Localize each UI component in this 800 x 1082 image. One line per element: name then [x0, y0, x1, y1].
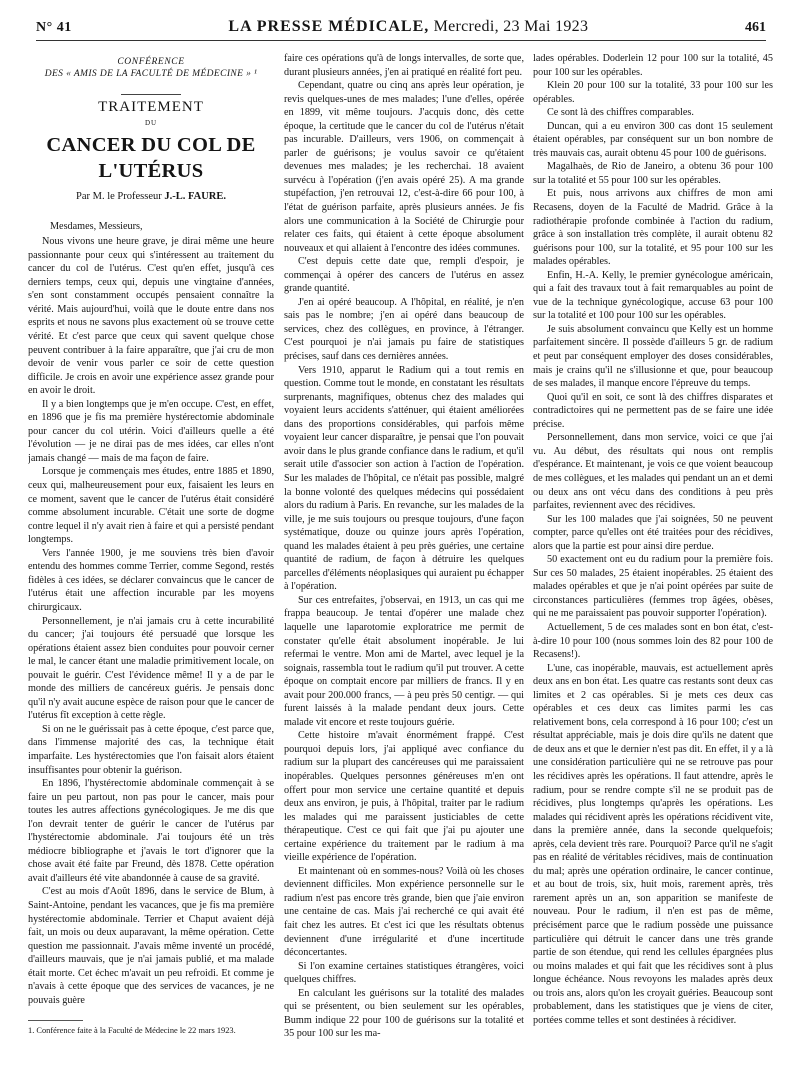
paragraph: Quoi qu'il en soit, ce sont là des chiffres disparates et contradictoires qui ne permettent pas de se faire une idée précise. — [533, 391, 773, 430]
column-3 — [533, 52, 773, 1060]
article-title-du: DU — [144, 118, 158, 127]
paragraph: faire ces opérations qu'à de longs intervalles, de sorte que, durant plusieurs années, j'en ai pratiqué en réalité fort peu. — [284, 53, 524, 78]
page-number: 461 — [744, 20, 766, 35]
paragraph: Vers l'année 1900, je me souviens très bien d'avoir entendu des hommes comme Terrier, comme Segond, restés fidèles à ces idées, se déclarer convaincus que le cancer de l'utérus était une affection incurable par les moyens chirurgicaux. — [28, 547, 274, 613]
paragraph: Ce sont là des chiffres comparables. — [547, 107, 694, 119]
byline — [28, 190, 274, 204]
column-2 — [284, 52, 524, 1060]
column-1 — [28, 52, 274, 1060]
paragraph: Magalhaès, de Rio de Janeiro, a obtenu 36 pour 100 sur la totalité et 55 pour 100 sur les opérables. — [533, 161, 773, 186]
paragraph: Si on ne le guérissait pas à cette époque, c'est parce que, dans l'immense majorité des cas, la technique était imparfaite. Les hystérectomies que l'on faisait alors étaient insuffisantes pour obtenir la guérison. — [28, 723, 274, 776]
paragraph: Personnellement, dans mon service, voici ce que j'ai vu. Au début, des résultats qui nous ont remplis d'espérance. Et maintenant, je vois ce que voient beaucoup de mes collègues, et les malades qui pendant un an et demi ou deux ans ont vécu dans des conditions à peu près parfaites, reviennent avec des récidives. — [533, 432, 773, 512]
conference-label: CONFÉRENCE — [117, 57, 185, 67]
paragraph: Cette histoire m'avait énormément frappé. C'est pourquoi depuis lors, j'ai appliqué avec confiance du radium sur la plupart des cancéreuses qui me paraissaient inopérables. Quelques personnes généreuses m'en ont offert pour mon service une certaine quantité et depuis deux ans environ, je puis, à l'hôpital, traiter par le radium les malades qui me paraissent justiciables de cette thérapeutique. C'est ce qui fait que j'ai pu ajouter une certaine expérience du traitement par le radium à ma vieille expérience de l'opération. — [284, 730, 524, 864]
author-name: J.-L. FAURE. — [164, 191, 226, 203]
paragraph: J'en ai opéré beaucoup. A l'hôpital, en réalité, je n'en sais pas le nombre; j'en ai opéré dans beaucoup de services, chez des collègues, en province, à l'étranger. C'est pourquoi je n'ai jamais pu faire de statistiques précises, sauf dans ces dernières années. — [284, 296, 524, 363]
paragraph: lades opérables. Doderlein 12 pour 100 sur la totalité, 45 pour 100 sur les opérables. — [533, 53, 773, 78]
paragraph: Si l'on examine certaines statistiques étrangères, voici quelques chiffres. — [284, 960, 524, 986]
title-divider — [121, 94, 181, 95]
paragraph: Il y a bien longtemps que je m'en occupe. C'est, en effet, en 1896 que je fis ma première hystérectomie abdominale pour cancer du col utérin. Voici d'ailleurs quelle a été l'évolution — je ne dirai pas de mes idées, car elles n'ont jamais changé — mais de ma façon de faire. — [28, 398, 274, 464]
paragraph: Nous vivons une heure grave, je dirai même une heure passionnante pour ceux qui s'intéressent au traitement du cancer du col de l'utérus. C'est qu'en effet, jusqu'à ces derniers temps, ceux qui, depuis une vingtaine d'années, s'en sont constamment occupés pensaient connaître la vérité. Mais aujourd'hui, voilà que le doute entre dans nos esprits et nous ne savons plus exactement où se trouve cette vérité. Et c'est parce que ceux qui savent quelque chose peuvent contribuer à la faire apparaître, que j'ai cru de mon devoir de venir vous parler ce soir de cette question difficile. Je crois en avoir une expérience assez grande pour en avoir le droit. — [28, 236, 274, 397]
paragraph: Klein 20 pour 100 sur la totalité, 33 pour 100 sur les opérables. — [533, 80, 773, 105]
paragraph: Cependant, quatre ou cinq ans après leur opération, je revis quelques-unes de mes malades; l'une d'elles, opérée en 1899, vit même toujours. J'acquis donc, dès cette époque, la certitude que le cancer du col de l'utérus n'était pas incurable. D'ailleurs, vers 1906, on commençait à parler de guérisons; je voulus savoir ce qu'étaient devenues mes malades; je les recherchai. 18 avaient survécu à l'opération (j'en avais opéré 25). A ma grande stupéfaction, j'en retrouvai 12, c'est-à-dire 66 pour 100, à l'état de guérison parfaite, après plusieurs années. Je fis alors une communication à la Société de Chirurgie pour relater ces faits, qui étaient à cette époque absolument nouveaux et qui allaient à l'encontre des idées communes. — [284, 80, 524, 254]
paragraph: Vers 1910, apparut le Radium qui a tout remis en question. Comme tout le monde, en constatant les résultats surprenants, magnifiques, obtenus chez des malades qui voyaient leurs accidents s'atténuer, qui étaient améliorées dans des proportions considérables, qui parfois même voyaient leur cancer disparaître, je pensai que l'on pouvait avoir dans le plus grande confiance dans le radium, et qu'il serait utile d'associer son action à l'action de l'opération. Sur les malades de l'hôpital, ce n'était pas possible, malgré la bonne volonté des quelques médecins qui possédaient alors du radium à Paris. En revanche, sur les malades de la ville, je me suis toujours ou presque toujours, d'une façon systématique, douze ou quinze jours après l'opération, quand les malades étaient à peu près guéries, une certaine quantité de radium, de façon à détruire les quelques parcelles d'éléments néoplasiques qui auraient pu échapper à l'opération. — [284, 364, 524, 593]
paragraph: Et puis, nous arrivons aux chiffres de mon ami Recasens, doyen de la Faculté de Madrid. Grâce à la radiothérapie profonde combinée à l'action du radium, grâce à son installation très complète, il aurait obtenu 82 guérisons pour 100, sur la totalité, et 95 pour 100 sur les malades opérables. — [533, 188, 773, 268]
journal-name: LA PRESSE MÉDICALE, — [228, 18, 430, 35]
paragraph: Sur ces entrefaites, j'observai, en 1913, un cas qui me frappa beaucoup. Je tentai d'opérer une malade chez laquelle une laparotomie exploratrice me permit de constater qu'elle était absolument inopérable. Je lui refermai le ventre. Mon ami de Martel, avec lequel je la soignais, rassembla tout le radium qu'il put trouver. A cette époque on comptait encore par milliers de francs. Il y en avait pour 200.000 francs, — à peu près 50 centigr. — qui furent laissés à la malade pendant deux jours. Cette malade vit encore et reste toujours guérie. — [284, 594, 524, 728]
conference-subtitle: DES « AMIS DE LA FACULTÉ DE MÉDECINE » ¹ — [44, 69, 258, 79]
article-title-main: CANCER DU COL DE L'UTÉRUS — [46, 134, 256, 183]
paragraph: En calculant les guérisons sur la totalité des malades qui se présentent, ou bien seulement sur les opérables, Bumm indique 22 pour 100 de guérisons sur la totalité et 35 pour 100 sur les ma- — [284, 987, 524, 1040]
paragraph: L'une, cas inopérable, mauvais, est actuellement après deux ans en bon état. Les quatre cas restants sont deux cas limites et 2 cas opérables. Si je mets ces deux cas opérables et ces deux cas limites parmi les cas relativement bons, cela correspond à 16 pour 100; c'est un résultat appréciable, mais je dois dire qu'ils ne datent que de deux ans et que le dernier n'est pas dit. En effet, il y a là une considération particulière qui ne se retrouve pas pour les récidives après les opérations. Il faut attendre, après le radium, pour se rendre compte s'il ne se produit pas de récidives, plus longtemps qu'après les opérations. Les malades qui récidivent après les opérations récidivent vite, dans la première année, dans la seconde quelquefois; après, cela devient très rare. Pourquoi? Parce qu'il ne s'agit pas en réalité de véritables récidives, mais de continuation du mal; après une opération ordinaire, le cancer continue, et au bout de trois, six, huit mois, rarement après, très rarement après un an, son apparition se manifeste de nouveau. Pour le radium, il n'en est pas de même, précisément parce que le radium possède une puissance particulière qui détruit le cancer dans une très grande partie de son étendue, qui rend les cellules épargnées plus ou moins malades et qui fait que les récidives sont à plus longue échéance. Nous revoyons les malades après deux ou trois ans, alors qu'on les croyait guéries. Beaucoup sont probablement, dans les statistiques que je viens de citer, portées comme telles et sont destinées à récidiver. — [533, 662, 773, 1026]
paragraph: Lorsque je commençais mes études, entre 1885 et 1890, ceux qui, malheureusement pour eux, faisaient les leurs en ce moment, savent que le cancer de l'utérus était considéré comme absolument incurable. C'était une sorte de dogme contre lequel il n'y avait rien à faire et qui a persisté pendant longtemps. — [28, 466, 274, 546]
byline-prefix: Par M. le Professeur — [76, 191, 162, 203]
paragraph: Enfin, H.-A. Kelly, le premier gynécologue américain, qui a fait des travaux tout à fait remarquables au point de vue de la technique gynécologique, accuse 63 pour 100 sur la totalité et 100 pour 100 sur les opérables. — [533, 269, 773, 322]
paragraph: Actuellement, 5 de ces malades sont en bon état, c'est-à-dire 10 pour 100 (nous sommes loin des 82 pour 100 de Recasens!). — [533, 621, 773, 661]
article-title-line1: TRAITEMENT — [98, 99, 204, 115]
footnote: 1. Conférence faite à la Faculté de Médecine le 22 mars 1923. — [28, 1026, 236, 1035]
paragraph: 50 exactement ont eu du radium pour la première fois. Sur ces 50 malades, 25 étaient inopérables. 25 étaient des malades opérables et que je n'ai point opérées par suite de circonstances particulières (femmes trop âgées, obèses, qui ne me paraissaient pas pouvoir supporter l'opération). — [533, 554, 773, 620]
issue-number: N° 41 — [36, 20, 72, 35]
footnote-rule — [28, 1020, 83, 1021]
paragraph: Duncan, qui a eu environ 300 cas dont 15 seulement étaient opérables, par conséquent sur un bon nombre de très mauvais cas, aurait obtenu 45 pour 100 de guérisons. — [533, 120, 773, 159]
header-rule — [36, 40, 766, 41]
paragraph: En 1896, l'hystérectomie abdominale commençait à se faire un peu partout, non pas pour le cancer, mais pour toutes les autres affections gynécologiques. Je me dis que l'on devrait tenter de guérir le cancer de l'utérus par l'hystérectomie abdominale. J'ai toujours été un très médiocre bibliographe et j'avais le tort d'ignorer que la chose avait été faite par Freund, dès 1878. Cette opération avait d'ailleurs été vite abandonnée à cause de sa gravité. — [28, 778, 274, 884]
salutation: Mesdames, Messieurs, — [50, 220, 143, 232]
paragraph: C'est depuis cette date que, rempli d'espoir, je commençai à opérer des cancers de l'utérus en assez grande quantité. — [284, 256, 524, 295]
paragraph: Je suis absolument convaincu que Kelly est un homme parfaitement sincère. Il possède d'ailleurs 5 gr. de radium et peut par conséquent employer des doses considérables, mais je crains qu'il ne s'illusionne et que, pour beaucoup de ses malades, il manque encore l'épreuve du temps. — [533, 323, 773, 390]
paragraph: Et maintenant où en sommes-nous? Voilà où les choses deviennent difficiles. Mon expérience personnelle sur le radium n'est pas encore très grande, bien que j'aie environ une centaine de cas. Mais j'ai recherché ce qui avait été fait chez les autres. Et c'est ici que les résultats obtenus deviennent d'une irrégularité et d'une incertitude déconcertantes. — [284, 865, 524, 959]
paragraph: C'est au mois d'Août 1896, dans le service de Blum, à Saint-Antoine, pendant les vacances, que je fis ma première hystérectomie abdominale. Terrier et Chaput avaient déjà fait, un mois ou deux auparavant, la même opération. Cette question me passionnait. J'avais même inventé un procédé, d'ailleurs mauvais, que je n'ai jamais publié, et ma malade était morte. Cet échec m'avait un peu refroidi. Et comme je n'avais à cette époque que des services de vacances, je ne pouvais guère — [28, 886, 274, 1006]
issue-date: Mercredi, 23 Mai 1923 — [433, 18, 589, 35]
paragraph: Sur les 100 malades que j'ai soignées, 50 ne peuvent compter, parce qu'elles ont été traitées pour des récidives, alors que la partie est pour ainsi dire perdue. — [533, 513, 773, 552]
running-header — [36, 18, 766, 40]
journal-title-line — [228, 18, 588, 36]
paragraph: Personnellement, je n'ai jamais cru à cette incurabilité du cancer; j'ai toujours été persuadé que lorsque les opérations étaient assez bien conduites pour pouvoir cerner le mal, le cancer étant une maladie primitivement locale, on pouvait le guérir. C'est l'évidence même! Il y a de par le monde des milliers de cancéreux guéris. Je pensais donc qu'il n'y avait aucune espèce de raison pour que le cancer de l'utérus fît exception à cette règle. — [28, 615, 274, 722]
